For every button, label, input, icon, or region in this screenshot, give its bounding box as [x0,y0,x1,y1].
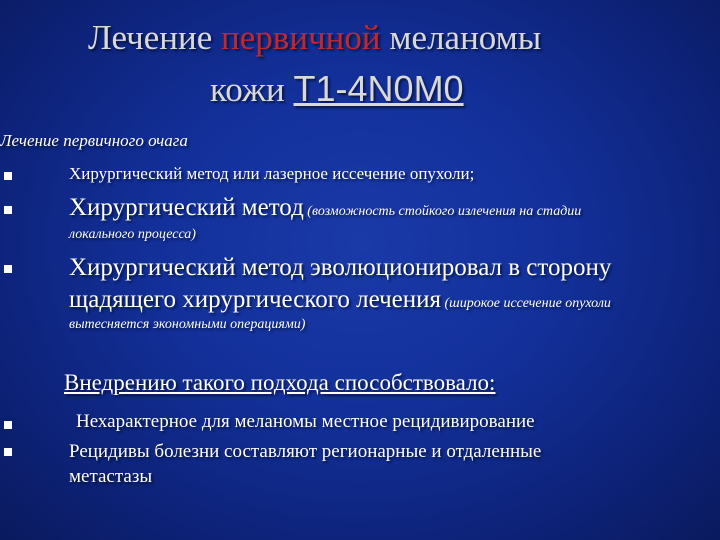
bullet-main-text: Хирургический метод [69,194,304,221]
square-bullet-icon [4,448,12,456]
bullet-note: локального процесса) [69,227,196,242]
bullet-text [69,194,581,222]
square-bullet-icon [4,172,12,180]
bullet-text: Нехарактерное для меланомы местное рецидивирование [76,411,535,432]
title-stage-code: T1-4N0M0 [293,68,464,109]
slide-title-line2 [210,68,464,110]
bullet-note: вытесняется экономными операциями) [69,317,306,332]
section-heading: Лечение первичного очага [0,131,188,150]
title-accent-word: первичной [221,18,381,57]
bullet-text: метастазы [69,466,153,487]
bullet-text: Хирургический метод эволюционировал в сторону [69,254,612,281]
bullet-main-text: щадящего хирургического лечения [69,286,441,313]
square-bullet-icon [4,206,12,214]
bullet-text [69,286,611,314]
bullet-text: Хирургический метод или лазерное иссечение опухоли; [69,164,475,183]
square-bullet-icon [4,265,12,273]
bullet-text: Рецидивы болезни составляют регионарные и отдаленные [69,441,542,462]
square-bullet-icon [4,421,12,429]
title-text: кожи [210,70,294,109]
title-text: Лечение [88,18,222,57]
bullet-note: (широкое иссечение опухоли [441,296,611,311]
title-text: меланомы [380,18,542,57]
bullet-note: (возможность стойкого излечения на стадии [303,204,582,219]
slide-title-line1 [88,18,541,58]
section-intro: Внедрению такого подхода способствовало: [64,370,496,395]
